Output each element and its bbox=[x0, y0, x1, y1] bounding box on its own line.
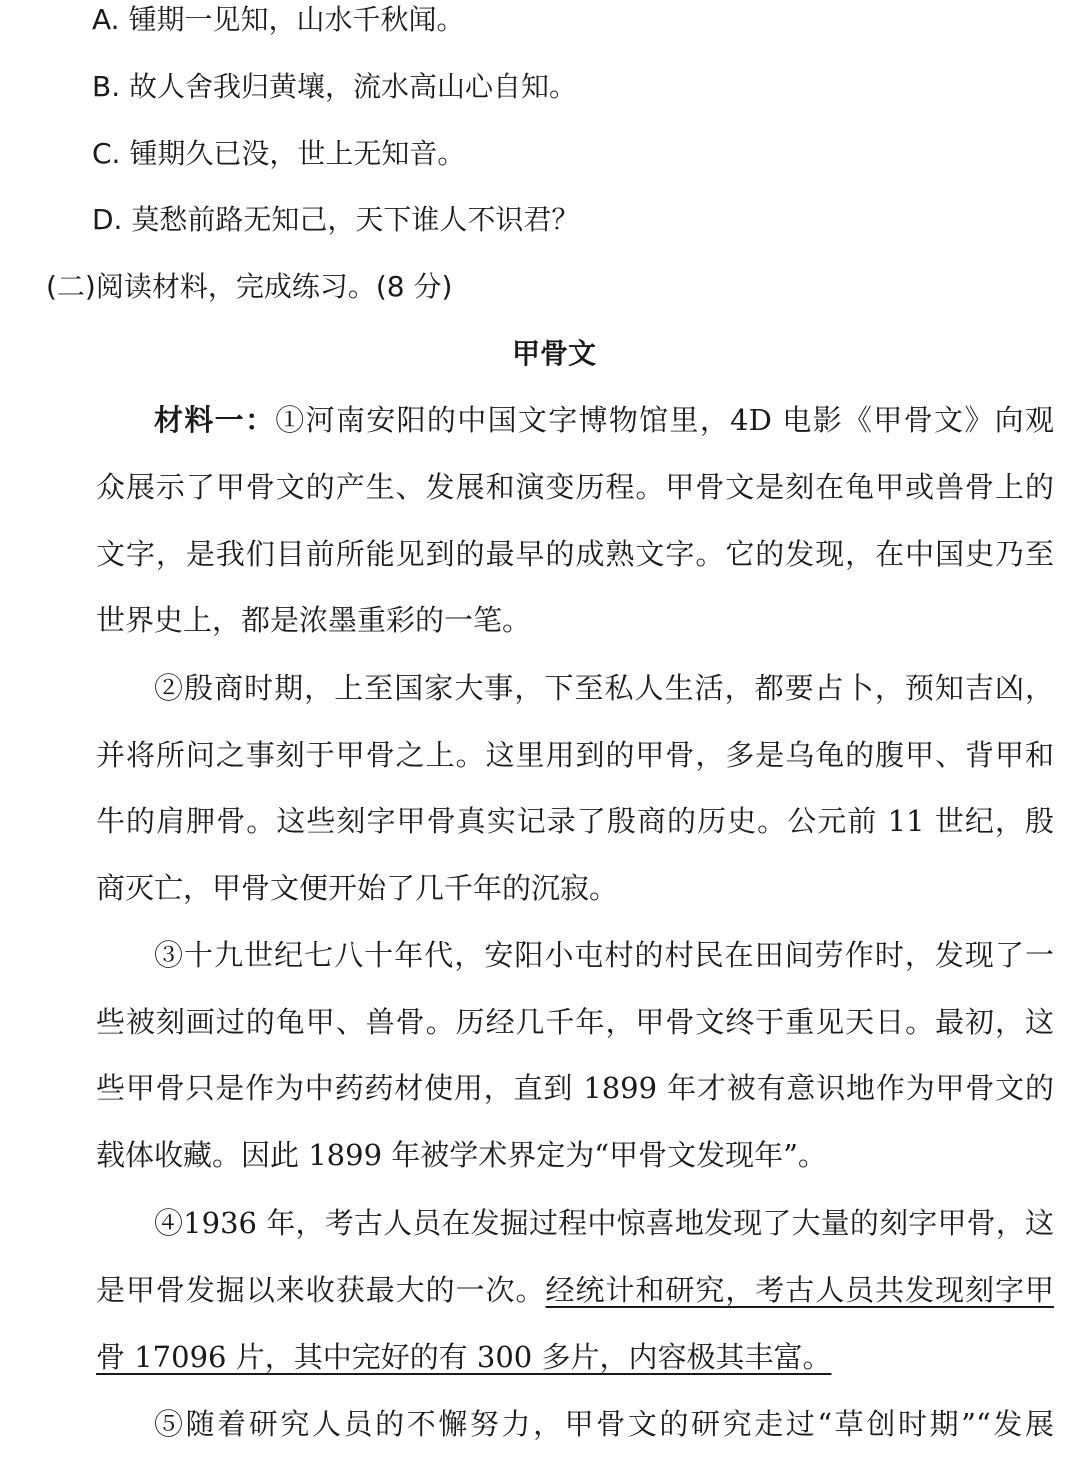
article-title: 甲骨文 bbox=[511, 337, 596, 370]
option-a: A. 锺期一见知，山水千秋闻。 bbox=[92, 3, 465, 36]
paragraph-line: ③十九世纪七八十年代，安阳小屯村的村民在田间劳作时，发现了一 bbox=[154, 938, 1054, 972]
paragraph-line: 众展示了甲骨文的产生、发展和演变历程。甲骨文是刻在龟甲或兽骨上的 bbox=[96, 470, 1054, 504]
option-b: B. 故人舍我归黄壤，流水高山心自知。 bbox=[92, 70, 578, 103]
paragraph-line: 商灭亡，甲骨文便开始了几千年的沉寂。 bbox=[96, 871, 619, 905]
option-c: C. 锺期久已没，世上无知音。 bbox=[92, 137, 466, 170]
underlined-sentence: 经统计和研究，考古人员共发现刻字甲 bbox=[545, 1273, 1054, 1307]
paragraph-line: 载体收藏。因此 1899 年被学术界定为“甲骨文发现年”。 bbox=[96, 1138, 827, 1172]
paragraph-line: 并将所问之事刻于甲骨之上。这里用到的甲骨，多是乌龟的腹甲、背甲和 bbox=[96, 738, 1054, 772]
paragraph-line: 文字，是我们目前所能见到的最早的成熟文字。它的发现，在中国史乃至 bbox=[96, 537, 1054, 571]
underlined-sentence: 骨 17096 片，其中完好的有 300 多片，内容极其丰富。 bbox=[96, 1340, 832, 1374]
paragraph-line: 些甲骨只是作为中药药材使用，直到 1899 年才被有意识地作为甲骨文的 bbox=[96, 1071, 1054, 1105]
paragraph-text: 是甲骨发掘以来收获最大的一次。 bbox=[96, 1273, 546, 1307]
paragraph-line: 世界史上，都是浓墨重彩的一笔。 bbox=[96, 603, 532, 637]
paragraph-line: 些被刻画过的龟甲、兽骨。历经几千年，甲骨文终于重见天日。最初，这 bbox=[96, 1005, 1054, 1039]
material-label: 材料一： bbox=[154, 403, 276, 437]
option-d: D. 莫愁前路无知己，天下谁人不识君？ bbox=[92, 203, 580, 236]
paragraph-line: ②殷商时期，上至国家大事，下至私人生活，都要占卜，预知吉凶， bbox=[154, 671, 1054, 705]
section-heading: (二)阅读材料，完成练习。(8 分) bbox=[46, 270, 453, 303]
paragraph-line: ⑤随着研究人员的不懈努力，甲骨文的研究走过“草创时期”“发展 bbox=[154, 1407, 1054, 1441]
paragraph-line bbox=[96, 1337, 1054, 1377]
paragraph-text: ①河南安阳的中国文字博物馆里，4D 电影《甲骨文》向观 bbox=[275, 403, 1054, 437]
paragraph-line bbox=[96, 1270, 1054, 1310]
paragraph-line bbox=[154, 400, 1054, 440]
paragraph-line: 牛的肩胛骨。这些刻字甲骨真实记录了殷商的历史。公元前 11 世纪，殷 bbox=[96, 804, 1054, 838]
paragraph-line: ④1936 年，考古人员在发掘过程中惊喜地发现了大量的刻字甲骨，这 bbox=[154, 1206, 1054, 1240]
